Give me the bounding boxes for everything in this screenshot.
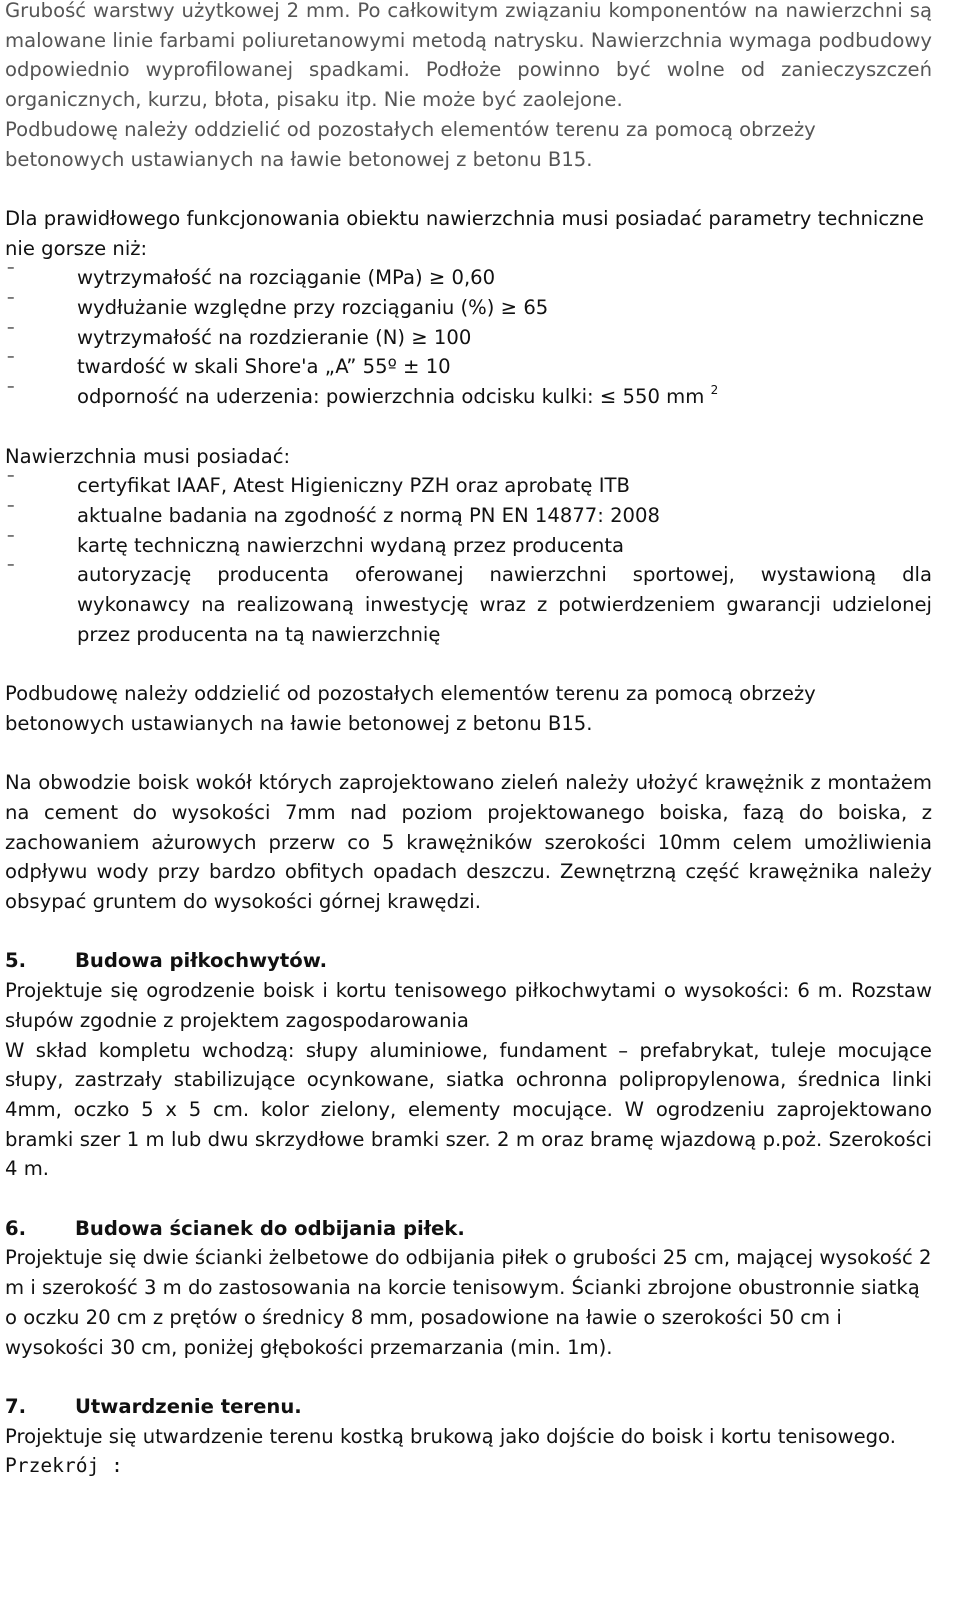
bullet-dash: – — [7, 377, 15, 396]
section-7-paragraph-2: Przekrój : — [5, 1454, 123, 1478]
spacer — [5, 649, 932, 679]
bullet-dash: – — [7, 525, 15, 544]
section-title: Budowa piłkochwytów. — [75, 949, 328, 973]
paragraph-surface: Grubość warstwy użytkowej 2 mm. Po całkowitym związaniu komponentów na nawierzchni są malowane linie farbami poliuretanowymi metodą natrysku. Nawierzchnia wymaga podbudowy odpowiednio wyprofilowanej spadkami. Podłoże powinno być wolne od zanieczyszczeń organicznych, kurzu, błota, pisaku itp. Nie może być zaolejone. — [5, 0, 932, 112]
paragraph-podbudowa-1: Podbudowę należy oddzielić od pozostałych elementów terenu za pomocą obrzeży betonowych ustawianych na ławie betonowej z betonu B15. — [5, 117, 816, 171]
spacer — [5, 412, 932, 442]
intro-block — [5, 0, 932, 174]
list-item: – autoryzację producenta oferowanej nawierzchni sportowej, wystawioną dla wykonawcy na realizowaną inwestycję wraz z potwierdzeniem gwarancji udzielonej przez producenta na tą nawierzchnię — [5, 560, 932, 649]
section-7-heading — [5, 1392, 932, 1422]
superscript: 2 — [710, 383, 719, 398]
spacer — [5, 917, 932, 947]
requirements-list — [5, 466, 932, 649]
bullet-dash: – — [7, 555, 15, 574]
bullet-dash: – — [7, 288, 15, 307]
list-item: – wydłużanie względne przy rozciąganiu (%) ≥ 65 — [5, 293, 932, 323]
list-item: – certyfikat IAAF, Atest Higieniczny PZH oraz aprobatę ITB — [5, 471, 932, 501]
bullet-dash: – — [7, 466, 15, 485]
spacer — [5, 1184, 932, 1214]
section-6-paragraph-1: Projektuje się dwie ścianki żelbetowe do odbijania piłek o grubości 25 cm, mającej wysokość 2 m i szerokość 3 m do zastosowania na korcie tenisowym. Ścianki zbrojone obustronnie siatką o oczku 20 cm z prętów o średnicy 8 mm, posadowione na ławie o szerokości 50 cm i wysokości 30 cm, poniżej głębokości przemarzania (min. 1m). — [5, 1246, 932, 1359]
section-number: 5. — [5, 949, 27, 973]
list-item: – twardość w skali Shore'a „A” 55º ± 10 — [5, 352, 932, 382]
paragraph-obwod: Na obwodzie boisk wokół których zaprojektowano zieleń należy ułożyć krawężnik z montażem na cement do wysokości 7mm nad poziom projektowanego boiska, fazą do boiska, z zachowaniem ażurowych przerw co 5 krawężników szerokości 10mm celem umożliwienia odpływu wody przy bardzo obfitych opadach deszczu. Zewnętrzną część krawężnika należy obsypać gruntem do wysokości górnej krawędzi. — [5, 771, 932, 914]
section-6-heading — [5, 1214, 932, 1244]
section-5-paragraph-2: W skład kompletu wchodzą: słupy aluminiowe, fundament – prefabrykat, tuleje mocujące słupy, zastrzały stabilizujące ocynkowane, siatka ochronna polipropylenowa, średnica linki 4mm, oczko 5 x 5 cm. kolor zielony, elementy mocujące. W ogrodzeniu zaprojektowano bramki szer 1 m lub dwu skrzydłowe bramki szer. 2 m oraz bramę wjazdową p.poż. Szerokości 4 m. — [5, 1038, 932, 1181]
bullet-dash: – — [7, 347, 15, 366]
list-item: – odporność na uderzenia: powierzchnia odcisku kulki: ≤ 550 mm $^2$ — [5, 382, 932, 412]
spacer — [5, 174, 932, 204]
list-item: – kartę techniczną nawierzchni wydaną przez producenta — [5, 531, 932, 561]
bullet-dash: – — [7, 258, 15, 277]
paragraph-params-intro: Dla prawidłowego funkcjonowania obiektu nawierzchnia musi posiadać parametry techniczne nie gorsze niż: — [5, 206, 924, 260]
list-item: – aktualne badania na zgodność z normą PN EN 14877: 2008 — [5, 501, 932, 531]
section-number: 6. — [5, 1216, 27, 1240]
section-7-paragraph-1: Projektuje się utwardzenie terenu kostką brukową jako dojście do boisk i kortu tenisowego. — [5, 1424, 896, 1448]
bullet-dash: – — [7, 495, 15, 514]
section-5-paragraph-1: Projektuje się ogrodzenie boisk i kortu tenisowego piłkochwytami o wysokości: 6 m. Rozstaw słupów zgodnie z projektem zagospodarowania — [5, 979, 932, 1032]
spacer — [5, 739, 932, 769]
list-item: – wytrzymałość na rozdzieranie (N) ≥ 100 — [5, 323, 932, 353]
list-item: – wytrzymałość na rozciąganie (MPa) ≥ 0,60 — [5, 263, 932, 293]
spacer — [5, 1362, 932, 1392]
bullet-dash: – — [7, 317, 15, 336]
section-title: Budowa ścianek do odbijania piłek. — [75, 1216, 465, 1240]
params-list — [5, 258, 932, 412]
section-5-heading — [5, 946, 932, 976]
paragraph-podbudowa-2: Podbudowę należy oddzielić od pozostałych elementów terenu za pomocą obrzeży betonowych ustawianych na ławie betonowej z betonu B15. — [5, 682, 816, 735]
section-number: 7. — [5, 1394, 27, 1418]
section-title: Utwardzenie terenu. — [75, 1394, 302, 1418]
paragraph-requirements-intro: Nawierzchnia musi posiadać: — [5, 444, 291, 468]
